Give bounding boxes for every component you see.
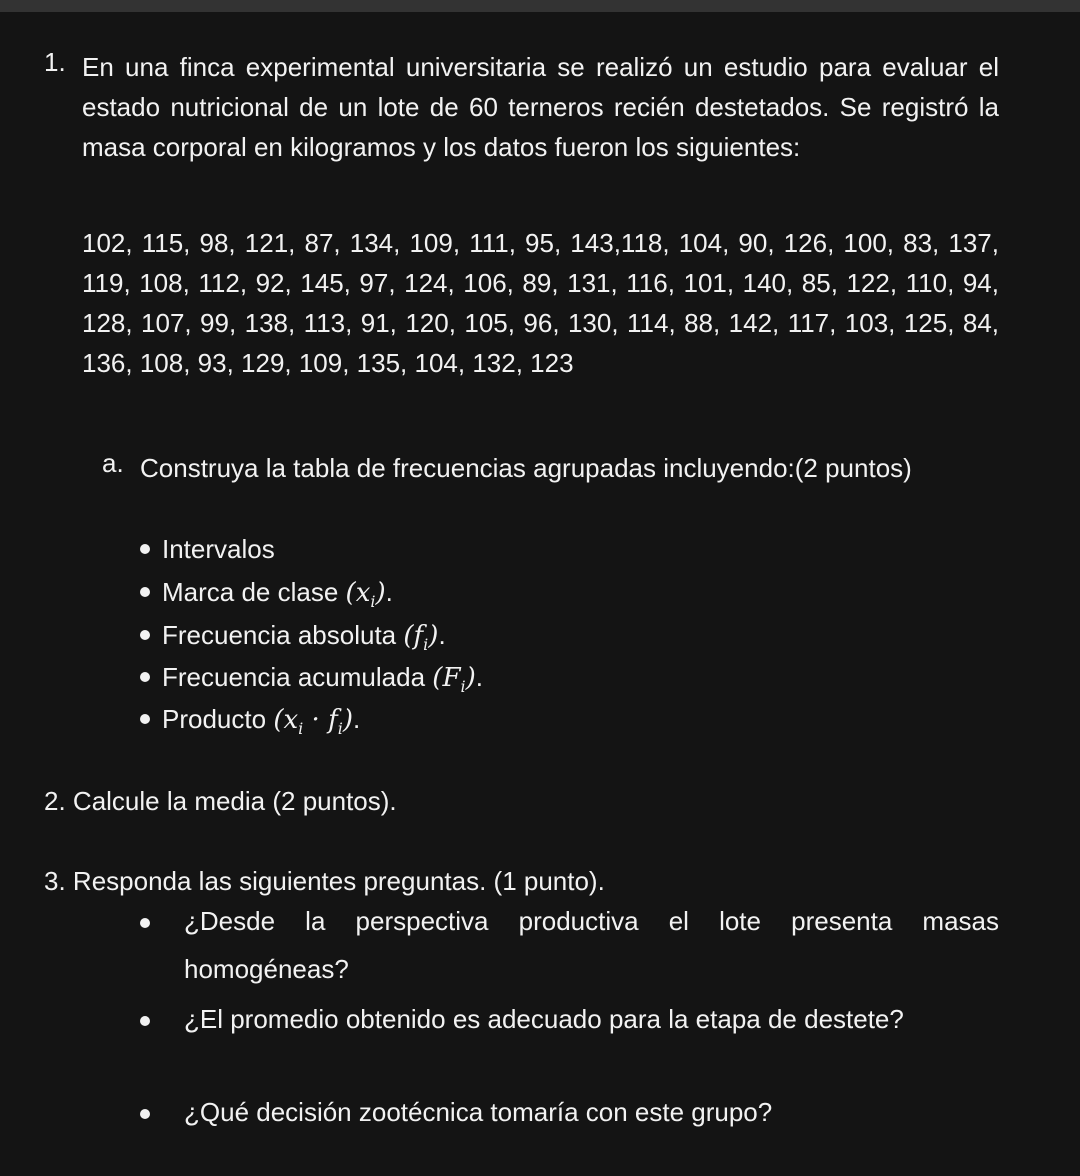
list-item-class-mark: Marca de clase $(x_i)$. [140,572,393,612]
question-3-bullet-3 [140,1088,999,1136]
question-3 [44,861,605,901]
question-1-number: 1. [44,47,66,77]
question-3-bullet-text: ¿El promedio obtenido es adecuado para la etapa de destete? [184,1004,904,1034]
list-item-label: Producto [162,704,267,734]
question-3-text: Responda las siguientes preguntas. (1 punto). [72,866,605,896]
bullet-icon [140,1109,150,1119]
question-2-number: 2. [44,786,66,816]
list-item-label: Frecuencia acumulada [162,662,426,692]
question-3-number: 3. [44,866,66,896]
question-1a-text: Construya la tabla de frecuencias agrupadas incluyendo:(2 puntos) [140,453,912,483]
question-2 [44,781,397,821]
bullet-icon [140,544,150,554]
question-1-text: En una finca experimental universitaria se realizó un estudio para evaluar el estado nutricional de un lote de 60 terneros recién destetados. Se registró la masa corporal en kilogramos y los datos fueron los siguientes: [82,52,999,162]
question-1a [102,448,999,488]
list-item-product: Producto $(x_i \cdot f_i)$. [140,699,360,739]
math-expression: $(F_i)$ [432,663,476,697]
list-item-cumulative-frequency: Frecuencia acumulada $(F_i)$. [140,657,483,697]
list-item-label: Intervalos [162,534,275,564]
question-3-bullet-text: ¿Desde la perspectiva productiva el lote presenta masas homogéneas? [184,906,999,984]
math-expression: $(x_i)$ [345,578,386,612]
bullet-icon [140,714,150,724]
bullet-icon [140,1016,150,1026]
question-2-text: Calcule la media (2 puntos). [72,786,397,816]
question-3-bullet-2 [140,995,999,1043]
math-expression: $(f_i)$ [403,621,439,655]
math-expression: $(x_i \cdot f_i)$ [273,705,353,739]
top-bar [0,0,1080,12]
bullet-icon [140,918,150,928]
list-item-label: Marca de clase [162,577,339,607]
question-3-bullet-text: ¿Qué decisión zootécnica tomaría con este grupo? [184,1097,773,1127]
bullet-icon [140,672,150,682]
list-item-absolute-frequency: Frecuencia absoluta $(f_i)$. [140,615,446,655]
list-item-label: Frecuencia absoluta [162,620,397,650]
bullet-icon [140,630,150,640]
question-1 [44,47,999,167]
bullet-icon [140,587,150,597]
question-1a-label: a. [102,448,124,478]
question-3-bullet-1 [140,897,999,993]
dataset-values: 102, 115, 98, 121, 87, 134, 109, 111, 95, 143,118, 104, 90, 126, 100, 83, 137, 119, 108, 112, 92, 145, 97, 124, 106, 89, 131, 116, 101, 140, 85, 122, 110, 94, 128, 107, 99, 138, 113, 91, 120, 105, 96, 130, 114, 88, 142, 117, 103, 125, 84, 136, 108, 93, 129, 109, 135, 104, 132, 123 [82,228,999,378]
list-item-intervals [140,529,275,569]
